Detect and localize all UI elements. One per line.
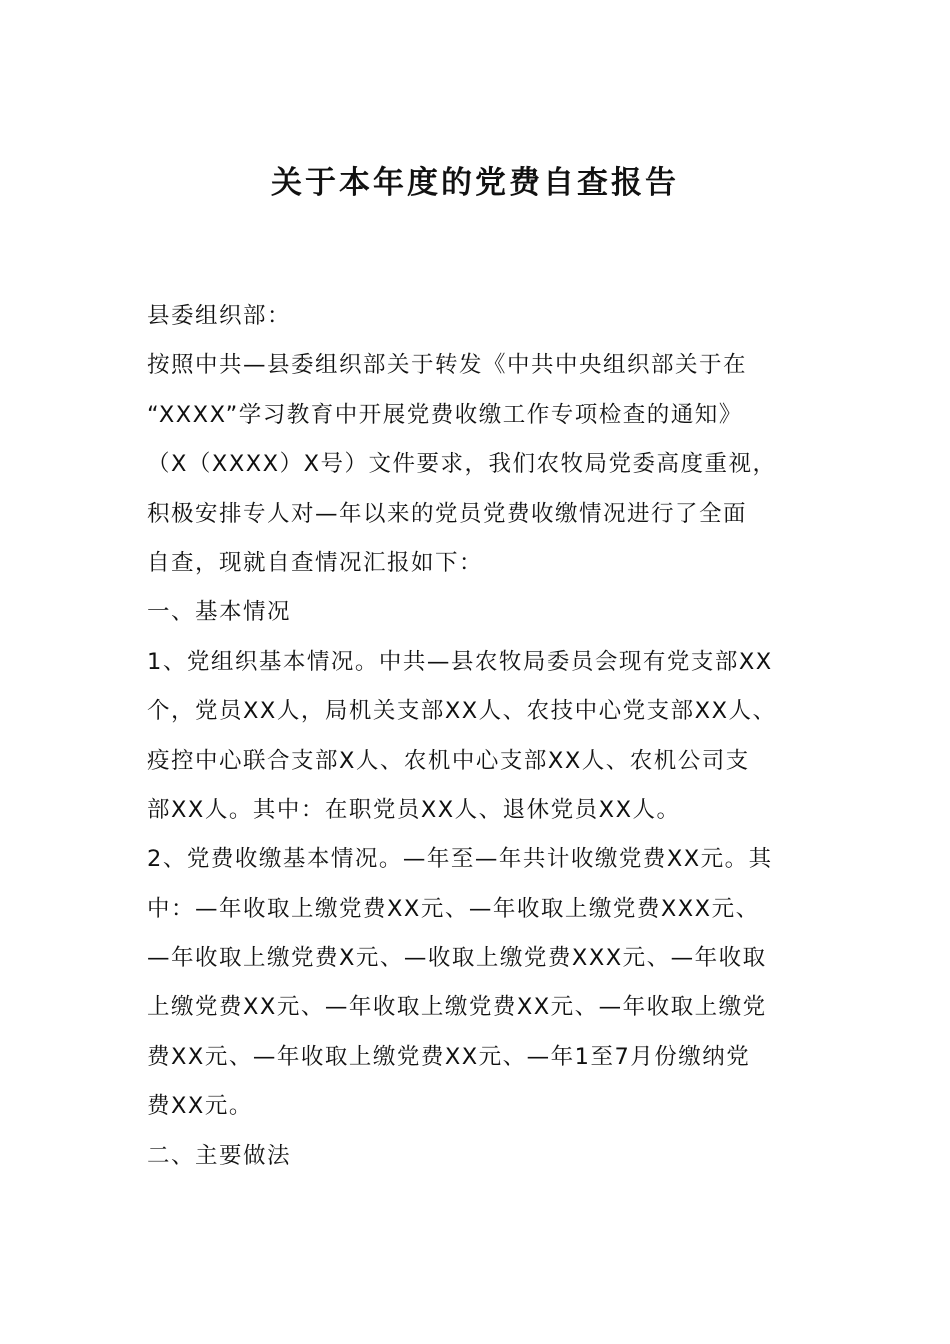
paragraph-line: 上缴党费XX元、—年收取上缴党费XX元、—年收取上缴党 [147, 994, 767, 1021]
paragraph-line: 自查，现就自查情况汇报如下： [147, 549, 484, 576]
section-heading: 二、主要做法 [147, 1142, 292, 1169]
paragraph-line: “XXXX”学习教育中开展党费收缴工作专项检查的通知》 [147, 401, 743, 428]
paragraph-line: 部XX人。其中：在职党员XX人、退休党员XX人。 [147, 796, 681, 823]
paragraph-line: 中：—年收取上缴党费XX元、—年收取上缴党费XXX元、 [147, 895, 760, 922]
paragraph-line: （X（XXXX）X号）文件要求，我们农牧局党委高度重视， [147, 451, 777, 478]
paragraph-line: 积极安排专人对—年以来的党员党费收缴情况进行了全面 [147, 500, 748, 527]
document-body [147, 292, 837, 1181]
paragraph-line: 疫控中心联合支部X人、农机中心支部XX人、农机公司支 [147, 747, 750, 774]
paragraph-line: 2、党费收缴基本情况。—年至—年共计收缴党费XX元。其 [147, 846, 773, 873]
document-title: 关于本年度的党费自查报告 [271, 165, 679, 201]
section-heading: 一、基本情况 [147, 599, 292, 626]
paragraph-line: 费XX元、—年收取上缴党费XX元、—年1至7月份缴纳党 [147, 1043, 751, 1070]
paragraph-line: 个，党员XX人，局机关支部XX人、农技中心党支部XX人、 [147, 698, 777, 725]
paragraph-line: 费XX元。 [147, 1093, 253, 1120]
paragraph-line: —年收取上缴党费X元、—收取上缴党费XXX元、—年收取 [147, 945, 767, 972]
paragraph-line: 1、党组织基本情况。中共—县农牧局委员会现有党支部XX [147, 648, 773, 675]
salutation: 县委组织部： [147, 303, 292, 329]
paragraph-line: 按照中共—县委组织部关于转发《中共中央组织部关于在 [147, 352, 748, 379]
